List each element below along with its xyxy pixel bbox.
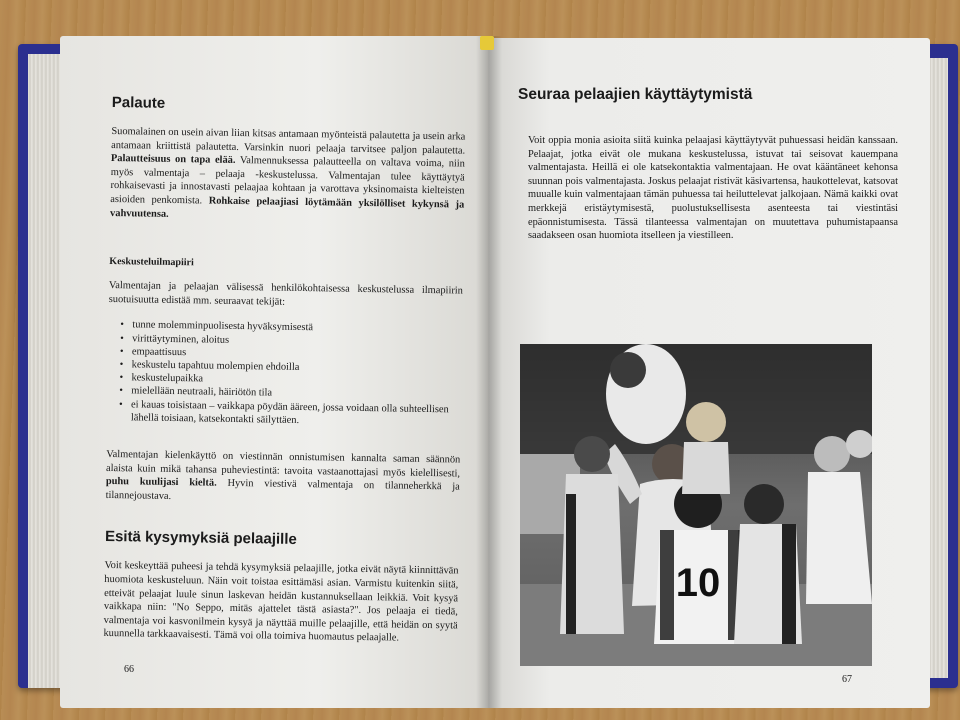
left-page-content <box>103 92 466 646</box>
seuraa-paragraph: Voit oppia monia asioita siitä kuinka pelaajasi käyttäytyvät puhuessasi heidän kanssaan. Pelaajat, jotka eivät ole mukana keskustelussa, istuvat tai seisovat kauempana valmentajasta. Heillä ei ole katsekontaktia valmentajaan. He ovat kääntäneet kehonsa suunnan pois valmentajasta. Joskus pelaajat ristivät käsivartensa, haukottelevat, katsovat muualle kuin valmentajaan tämän puhuessa tai heiluttelevat jalkojaan. Nämä kaikki ovat merkkejä eristäytymisestä, puolustuksellisesta asenteesta tai viestintäsi epäonnistumisesta. Tässä tilanteessa valmentajan on muutettava puhumistapaansa saadakseen osan huomiota itselleen ja viestilleen. <box>528 135 898 242</box>
bullet-list <box>107 318 463 429</box>
heading-esita-kysymyksia: Esitä kysymyksiä pelaajille <box>104 528 297 549</box>
list-item: • empaattisuus <box>120 345 462 364</box>
heading-keskusteluilmapiiri: Keskusteluilmapiiri <box>109 256 194 269</box>
team-huddle-illustration <box>520 344 872 666</box>
bookmark-ribbon <box>480 36 494 50</box>
list-item: • ei kauas toisistaan – vaikkapa pöydän ääreen, jossa voidaan olla suhteellisen lähellä toisiaan, katsekontakti säilyttäen. <box>119 398 461 430</box>
palaute-paragraph: Suomalainen on usein aivan liian kitsas antamaan myönteistä palautetta ja usein arka antamaan kriittistä palautetta. Varsinkin nuori pelaaja tarvitsee paljon palautetta. Palautteisuus on tapa elää. Valmennuksessa palautteella on valtava voima, niin myös valmentaja – pelaaja -keskustelussa. Valmentajan tulee käyttäytyä rohkaisevasti ja innostavasti pelaajaa kohtaan ja varottava yksinomaista kielteisten asioiden penkomista. Rohkaise pelaajiasi löytämään yksilölliset kykynsä ja vahvuutensa. <box>110 125 466 220</box>
list-item: • keskustelu tapahtuu molempien ehdoilla <box>120 358 462 377</box>
page-number-left: 66 <box>124 664 134 675</box>
keskustelu-intro: Valmentajan ja pelaajan välisessä henkilökohtaisessa keskustelussa ilmapiirin suotuisuutta edistää mm. seuraavat tekijät: <box>108 280 464 308</box>
page-edges-right <box>928 58 948 678</box>
right-page <box>488 38 930 708</box>
list-item: • tunne molemminpuolisesta hyväksymisestä <box>120 319 462 338</box>
esita-paragraph: Voit keskeyttää puheesi ja tehdä kysymyksiä pelaajille, jotka eivät näytä kiinnittävän huomiota keskusteluun. Näin voit toistaa esittämäsi asian. Varmistu kuitenkin siitä, etteivät pelaajat luule sinun laskevan heidän kustannuksellaan leikkiä. Voit kysyä vaikkapa niin: "No Seppo, mitäs ajattelet tästä asiasta?". Jos pelaaja ei tiedä, valmentaja voi kasvonilmein kysyä ja näyttää muille pelaajille, että heidän on syytä kuunnella tarkkaavaisesti. Tämä voi olla toimiva huomautus pelaajalle. <box>103 560 459 644</box>
page-number-right: 67 <box>842 674 852 685</box>
kielenkaytto-paragraph: Valmentajan kielenkäyttö on viestinnän onnistumisen kannalta saman säännön alaista kuin mikä tahansa puheviestintä: tavoita vastaanottajasi myös kielellisesti, puhu kuulijasi kieltä. Hyvin viestivä valmentaja on tilanneherkkä ja tilannejoustava. <box>105 448 461 502</box>
team-huddle-photo <box>520 344 872 666</box>
right-page-content <box>518 86 898 243</box>
jersey-number: 10 <box>675 561 721 605</box>
book-gutter <box>476 36 502 708</box>
heading-seuraa: Seuraa pelaajien käyttäytymistä <box>518 86 753 103</box>
list-item: • mielellään neutraali, häiriötön tila <box>119 385 461 404</box>
heading-palaute: Palaute <box>111 93 166 112</box>
left-page <box>60 36 490 708</box>
list-item: • keskustelupaikka <box>119 371 461 390</box>
list-item: • virittäytyminen, aloitus <box>120 332 462 351</box>
